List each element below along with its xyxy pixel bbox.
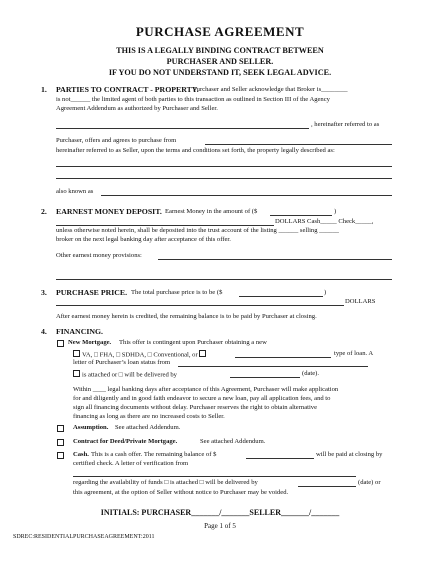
also-known-as-line[interactable] <box>101 195 392 196</box>
section-3-line-2: DOLLARS <box>345 298 376 305</box>
attached-text <box>73 370 177 380</box>
attached-checkbox[interactable] <box>73 370 80 377</box>
section-4-number: 4. <box>41 327 47 336</box>
cash-checkbox[interactable] <box>57 452 64 459</box>
within-line-3: sign all financing documents without delay. Purchaser reserves the right to obtain alternative <box>73 404 318 411</box>
within-line-1: Within ____ legal banking days after acceptance of this Agreement, Purchaser will make application <box>73 386 339 393</box>
delivery-date-line[interactable] <box>230 377 300 378</box>
new-mortgage-checkbox[interactable] <box>57 340 64 347</box>
cash-label: Cash. <box>73 451 89 458</box>
cash-amount-line[interactable] <box>246 458 314 459</box>
section-1-line-7: also known as <box>56 188 94 195</box>
voided-text: this agreement, at the option of Seller without notice to Purchaser may be voided. <box>73 489 289 496</box>
section-2-line-4: broker on the next legal banking day after acceptance of this offer. <box>56 236 231 243</box>
section-1-number: 1. <box>41 85 47 94</box>
funds-delivery-date-line[interactable] <box>298 486 356 487</box>
section-2-line-3: unless otherwise noted herein, shall be deposited into the trust account of the listing ______ selling ______ <box>56 227 339 234</box>
legal-description-line-2[interactable] <box>56 178 392 179</box>
section-3-heading: PURCHASE PRICE. <box>56 288 128 297</box>
other-loan-checkbox[interactable] <box>199 350 206 357</box>
loan-types-text: VA, □ FHA, □ SDHDA, □ Conventional, or <box>82 351 198 359</box>
contract-for-deed-checkbox[interactable] <box>57 439 64 446</box>
section-1-line-4: , hereinafter referred to as <box>311 121 380 128</box>
legal-description-line-1[interactable] <box>56 166 392 167</box>
type-of-loan-text: type of loan. A <box>334 350 374 357</box>
availability-text: regarding the availability of funds □ is attached □ will be delivered by <box>73 479 258 486</box>
section-2-line-5: Other earnest money provisions: <box>56 252 142 259</box>
section-1-line-2: is not______ the limited agent of both parties to this transaction as outlined in Section III of the Agency <box>56 96 330 103</box>
section-2-heading: EARNEST MONEY DEPOSIT. <box>56 207 162 216</box>
paren-close: ) <box>334 208 337 215</box>
initials-line[interactable]: INITIALS: PURCHASER_______/_______SELLER_______/_______ <box>100 508 340 517</box>
certified-check-text: certified check. A letter of verification from <box>73 460 189 467</box>
section-1-line-5: Purchaser, offers and agrees to purchase from <box>56 137 177 144</box>
subtitle-line-3: IF YOU DO NOT UNDERSTAND IT, SEEK LEGAL ADVICE. <box>108 68 332 77</box>
paren-close-2: ) <box>324 289 327 296</box>
price-amount-line[interactable] <box>239 296 323 297</box>
section-2-number: 2. <box>41 207 47 216</box>
section-3-number: 3. <box>41 288 47 297</box>
assumption-text: See attached Addendum. <box>115 424 181 431</box>
other-provisions-line-1[interactable] <box>158 259 392 260</box>
new-mortgage-label: New Mortgage. <box>68 339 112 346</box>
section-1-heading: PARTIES TO CONTRACT - PROPERTY. <box>56 85 199 94</box>
assumption-checkbox[interactable] <box>57 425 64 432</box>
page-number: Page 1 of 5 <box>204 522 236 530</box>
va-checkbox[interactable] <box>73 350 80 357</box>
cash-text: This is a cash offer. The remaining balance of $ <box>91 451 217 458</box>
section-1-line-6: hereinafter referred to as Seller, upon the terms and conditions set forth, the property legally described as: <box>56 147 335 154</box>
document-title: PURCHASE AGREEMENT <box>135 24 305 39</box>
section-4-heading: FINANCING. <box>56 327 103 336</box>
date-label: (date). <box>302 370 320 377</box>
within-line-2: for and diligently and in good faith endeavor to secure a new loan, pay all application fees, and to <box>73 395 331 402</box>
verification-source-line[interactable] <box>73 476 356 477</box>
lender-name-line[interactable] <box>178 366 368 367</box>
cash-text-2: will be paid at closing by <box>316 451 383 458</box>
section-3-line-1: The total purchase price is to be ($ <box>131 289 223 296</box>
section-1-line-1: Purchaser and Seller acknowledge that Broker is________ <box>193 86 348 93</box>
date-or-text: (date) or <box>358 479 381 486</box>
section-3-line-3: After earnest money herein is credited, the remaining balance is to be paid by Purchaser at closing. <box>56 313 317 320</box>
subtitle-line-1: THIS IS A LEGALLY BINDING CONTRACT BETWEEN <box>116 46 324 55</box>
new-mortgage-text: This offer is contingent upon Purchaser obtaining a new <box>119 339 267 346</box>
assumption-label: Assumption. <box>73 424 109 431</box>
subtitle-line-2: PURCHASER AND SELLER. <box>166 57 274 66</box>
attached-label: is attached or □ will be delivered by <box>82 371 177 379</box>
contract-for-deed-text: See attached Addendum. <box>200 438 266 445</box>
purchaser-name-line[interactable] <box>56 128 309 129</box>
seller-name-line[interactable] <box>205 144 392 145</box>
within-line-4: financing as long as there are no increased costs to Seller. <box>73 413 225 420</box>
earnest-words-line[interactable] <box>56 225 274 226</box>
other-loan-type-line[interactable] <box>235 357 331 358</box>
price-words-line[interactable] <box>56 305 344 306</box>
section-2-line-1: Earnest Money in the amount of ($ <box>165 208 258 215</box>
letter-status-text: letter of Purchaser’s loan status from <box>73 359 171 366</box>
section-1-line-3: Agreement Addendum as authorized by Purchaser and Seller. <box>56 105 218 112</box>
contract-for-deed-label: Contract for Deed/Private Mortgage. <box>73 438 178 445</box>
other-provisions-line-2[interactable] <box>56 279 392 280</box>
section-2-line-2: DOLLARS Cash_____ Check_____, <box>275 218 374 225</box>
footer-code: SDREC:RESIDENTIALPURCHASEAGREEMENT:2011 <box>13 534 155 540</box>
earnest-amount-line[interactable] <box>270 215 332 216</box>
